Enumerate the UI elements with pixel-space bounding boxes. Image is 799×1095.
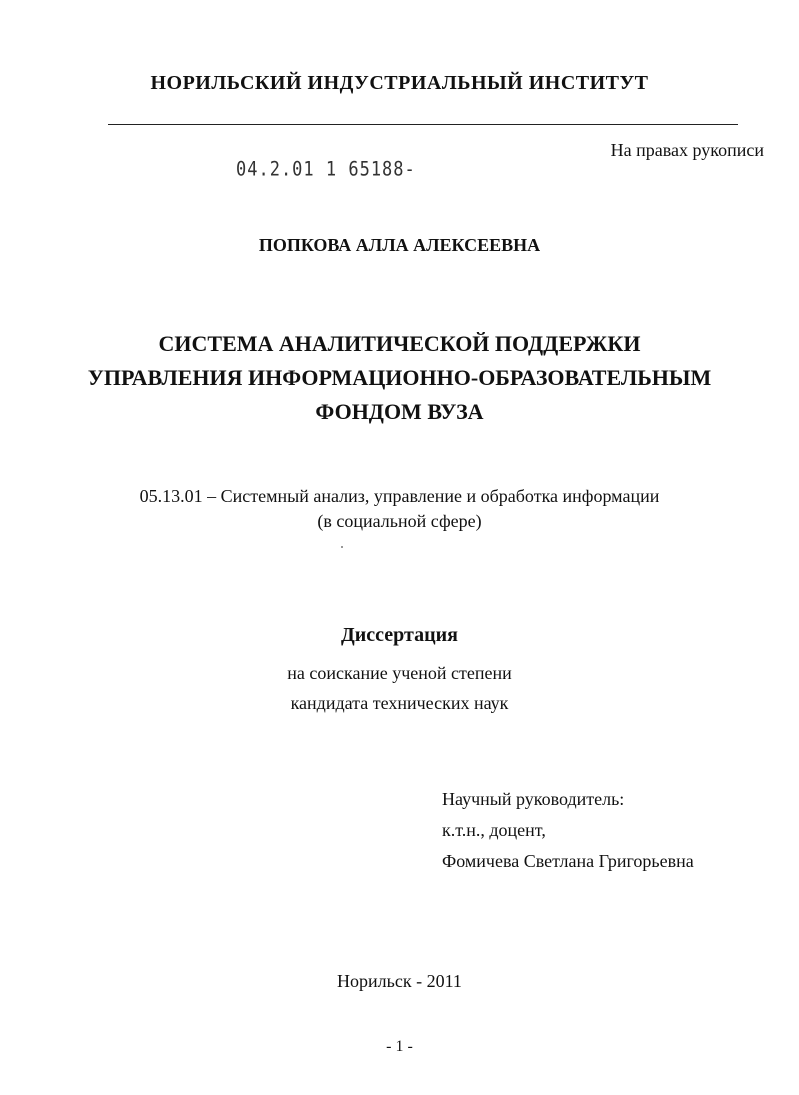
degree-line: на соискание ученой степени xyxy=(287,663,512,683)
author-name: ПОПКОВА АЛЛА АЛЕКСЕЕВНА xyxy=(258,235,541,255)
speciality-code xyxy=(0,484,799,534)
archive-stamp-number: 04.2.01 1 65188- xyxy=(236,158,416,181)
header-divider xyxy=(108,124,738,125)
supervisor-block xyxy=(442,784,694,877)
title-line: ФОНДОМ ВУЗА xyxy=(315,399,484,424)
speciality-line: 05.13.01 – Системный анализ, управление и обработка информации xyxy=(139,486,660,506)
scan-speck xyxy=(341,546,343,548)
supervisor-label: Научный руководитель: xyxy=(442,789,625,809)
supervisor-name: Фомичева Светлана Григорьевна xyxy=(442,851,694,871)
rights-note: На правах рукописи xyxy=(610,140,764,160)
title-line: СИСТЕМА АНАЛИТИЧЕСКОЙ ПОДДЕРЖКИ xyxy=(158,331,641,356)
dissertation-title xyxy=(0,327,799,429)
city-year: Норильск - 2011 xyxy=(337,971,462,991)
degree-statement xyxy=(0,658,799,718)
title-line: УПРАВЛЕНИЯ ИНФОРМАЦИОННО-ОБРАЗОВАТЕЛЬНЫМ xyxy=(87,365,712,390)
institute-name: НОРИЛЬСКИЙ ИНДУСТРИАЛЬНЫЙ ИНСТИТУТ xyxy=(150,72,649,94)
document-type: Диссертация xyxy=(341,624,458,646)
supervisor-credentials: к.т.н., доцент, xyxy=(442,820,546,840)
page-number: - 1 - xyxy=(386,1038,413,1055)
degree-line: кандидата технических наук xyxy=(290,693,509,713)
speciality-line: (в социальной сфере) xyxy=(317,511,482,531)
